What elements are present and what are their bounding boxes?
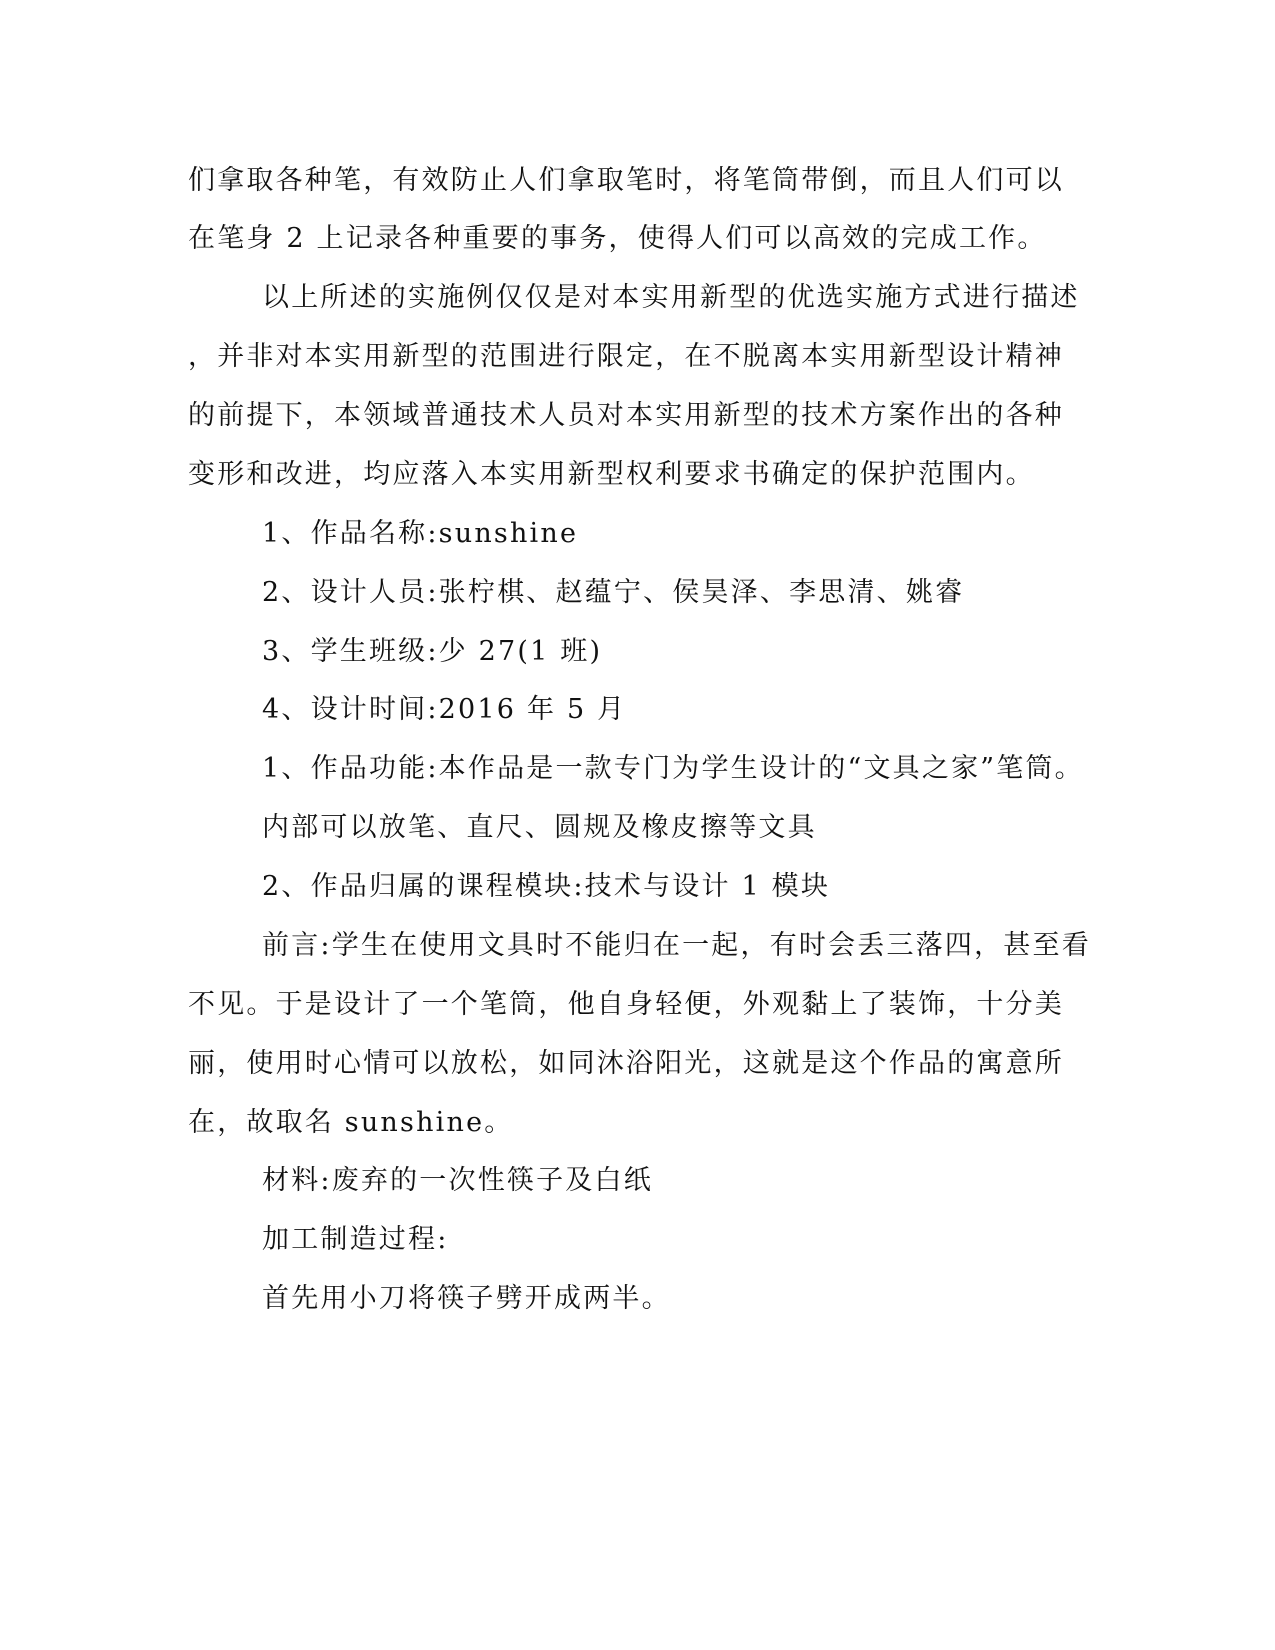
paragraph-line: 以上所述的实施例仅仅是对本实用新型的优选实施方式进行描述 bbox=[262, 282, 1080, 313]
paragraph-line: ，并非对本实用新型的范围进行限定，在不脱离本实用新型设计精神 bbox=[188, 341, 1064, 372]
paragraph-line: 首先用小刀将筷子劈开成两半。 bbox=[262, 1283, 671, 1314]
list-item: 1、作品名称:sunshine bbox=[262, 518, 579, 549]
list-item: 3、学生班级:少 27(1 班) bbox=[262, 636, 603, 667]
paragraph-line: 们拿取各种笔，有效防止人们拿取笔时，将笔筒带倒，而且人们可以 bbox=[188, 165, 1064, 196]
list-item: 1、作品功能:本作品是一款专门为学生设计的“文具之家”笔筒。 bbox=[262, 753, 1084, 784]
paragraph-line: 在，故取名 sunshine。 bbox=[188, 1107, 514, 1138]
paragraph-line: 变形和改进，均应落入本实用新型权利要求书确定的保护范围内。 bbox=[188, 459, 1035, 490]
paragraph-line: 不见。于是设计了一个笔筒，他自身轻便，外观黏上了装饰，十分美 bbox=[188, 989, 1064, 1020]
paragraph-line: 丽，使用时心情可以放松，如同沐浴阳光，这就是这个作品的寓意所 bbox=[188, 1048, 1064, 1079]
list-item: 4、设计时间:2016 年 5 月 bbox=[262, 694, 627, 725]
paragraph-line: 的前提下，本领域普通技术人员对本实用新型的技术方案作出的各种 bbox=[188, 400, 1064, 431]
list-item: 2、作品归属的课程模块:技术与设计 1 模块 bbox=[262, 871, 831, 902]
paragraph-line: 在笔身 2 上记录各种重要的事务，使得人们可以高效的完成工作。 bbox=[188, 223, 1047, 254]
paragraph-line: 前言:学生在使用文具时不能归在一起，有时会丢三落四，甚至看 bbox=[262, 930, 1091, 961]
list-item: 2、设计人员:张柠棋、赵蕴宁、侯昊泽、李思清、姚睿 bbox=[262, 577, 965, 608]
paragraph-line: 材料:废弃的一次性筷子及白纸 bbox=[262, 1165, 653, 1196]
paragraph-line: 加工制造过程: bbox=[262, 1224, 449, 1255]
paragraph-line: 内部可以放笔、直尺、圆规及橡皮擦等文具 bbox=[262, 812, 817, 843]
